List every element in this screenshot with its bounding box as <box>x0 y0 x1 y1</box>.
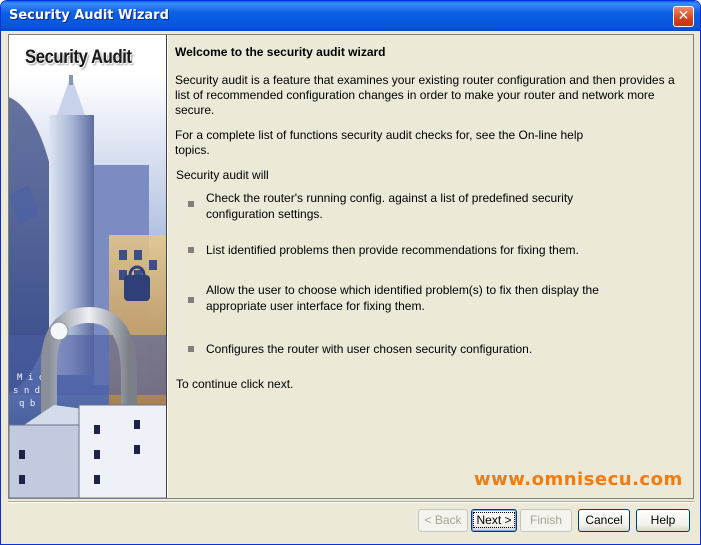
welcome-heading: Welcome to the security audit wizard <box>175 45 386 59</box>
square-bullet-icon <box>188 201 194 207</box>
wizard-body <box>8 34 694 499</box>
list-item-text: List identified problems then provide recommendations for fixing them. <box>206 243 579 257</box>
button-bar-divider <box>8 501 694 503</box>
back-button[interactable] <box>418 509 468 532</box>
continue-instruction: To continue click next. <box>176 377 294 391</box>
wizard-content <box>168 35 693 498</box>
cancel-button-label: Cancel <box>585 513 623 527</box>
square-bullet-icon <box>188 247 194 253</box>
help-button-label: Help <box>650 513 676 527</box>
back-button-label: < Back <box>424 513 462 527</box>
watermark-text: www.omnisecu.com <box>474 469 683 490</box>
list-item-text: Configures the router with user chosen security configuration. <box>206 342 533 356</box>
square-bullet-icon <box>188 346 194 352</box>
window-title: Security Audit Wizard <box>9 8 169 23</box>
list-item-text: Check the router's running config. against a list of predefined security configuration settings. <box>206 191 574 221</box>
dialog-client-area <box>5 31 696 542</box>
svg-text:s n d: s n d <box>13 386 41 396</box>
square-bullet-icon <box>188 297 194 303</box>
feature-intro: Security audit will <box>176 168 269 182</box>
svg-text:M i c: M i c <box>17 373 45 383</box>
close-icon: ✕ <box>677 8 690 24</box>
wizard-side-panel <box>9 35 167 498</box>
finish-button-label: Finish <box>529 513 562 527</box>
svg-text:q b: q b <box>19 399 36 409</box>
next-button[interactable] <box>471 509 517 532</box>
cancel-button[interactable] <box>578 509 630 532</box>
description-paragraph: Security audit is a feature that examines your existing router configuration and then provides a list of recommended configuration changes in order to make your router and network more secure. <box>175 73 675 117</box>
help-paragraph: For a complete list of functions security audit checks for, see the On-line help topics. <box>175 128 584 157</box>
next-button-label: Next > <box>476 513 512 527</box>
help-button[interactable] <box>636 509 690 532</box>
list-item-text: Allow the user to choose which identified problem(s) to fix then display the appropriate user interface for fixing them. <box>206 283 599 313</box>
city-security-illustration <box>9 75 167 498</box>
close-button[interactable] <box>673 6 694 27</box>
finish-button[interactable] <box>520 509 572 532</box>
title-bar[interactable] <box>1 1 700 31</box>
side-panel-title: Security Audit <box>25 47 132 68</box>
